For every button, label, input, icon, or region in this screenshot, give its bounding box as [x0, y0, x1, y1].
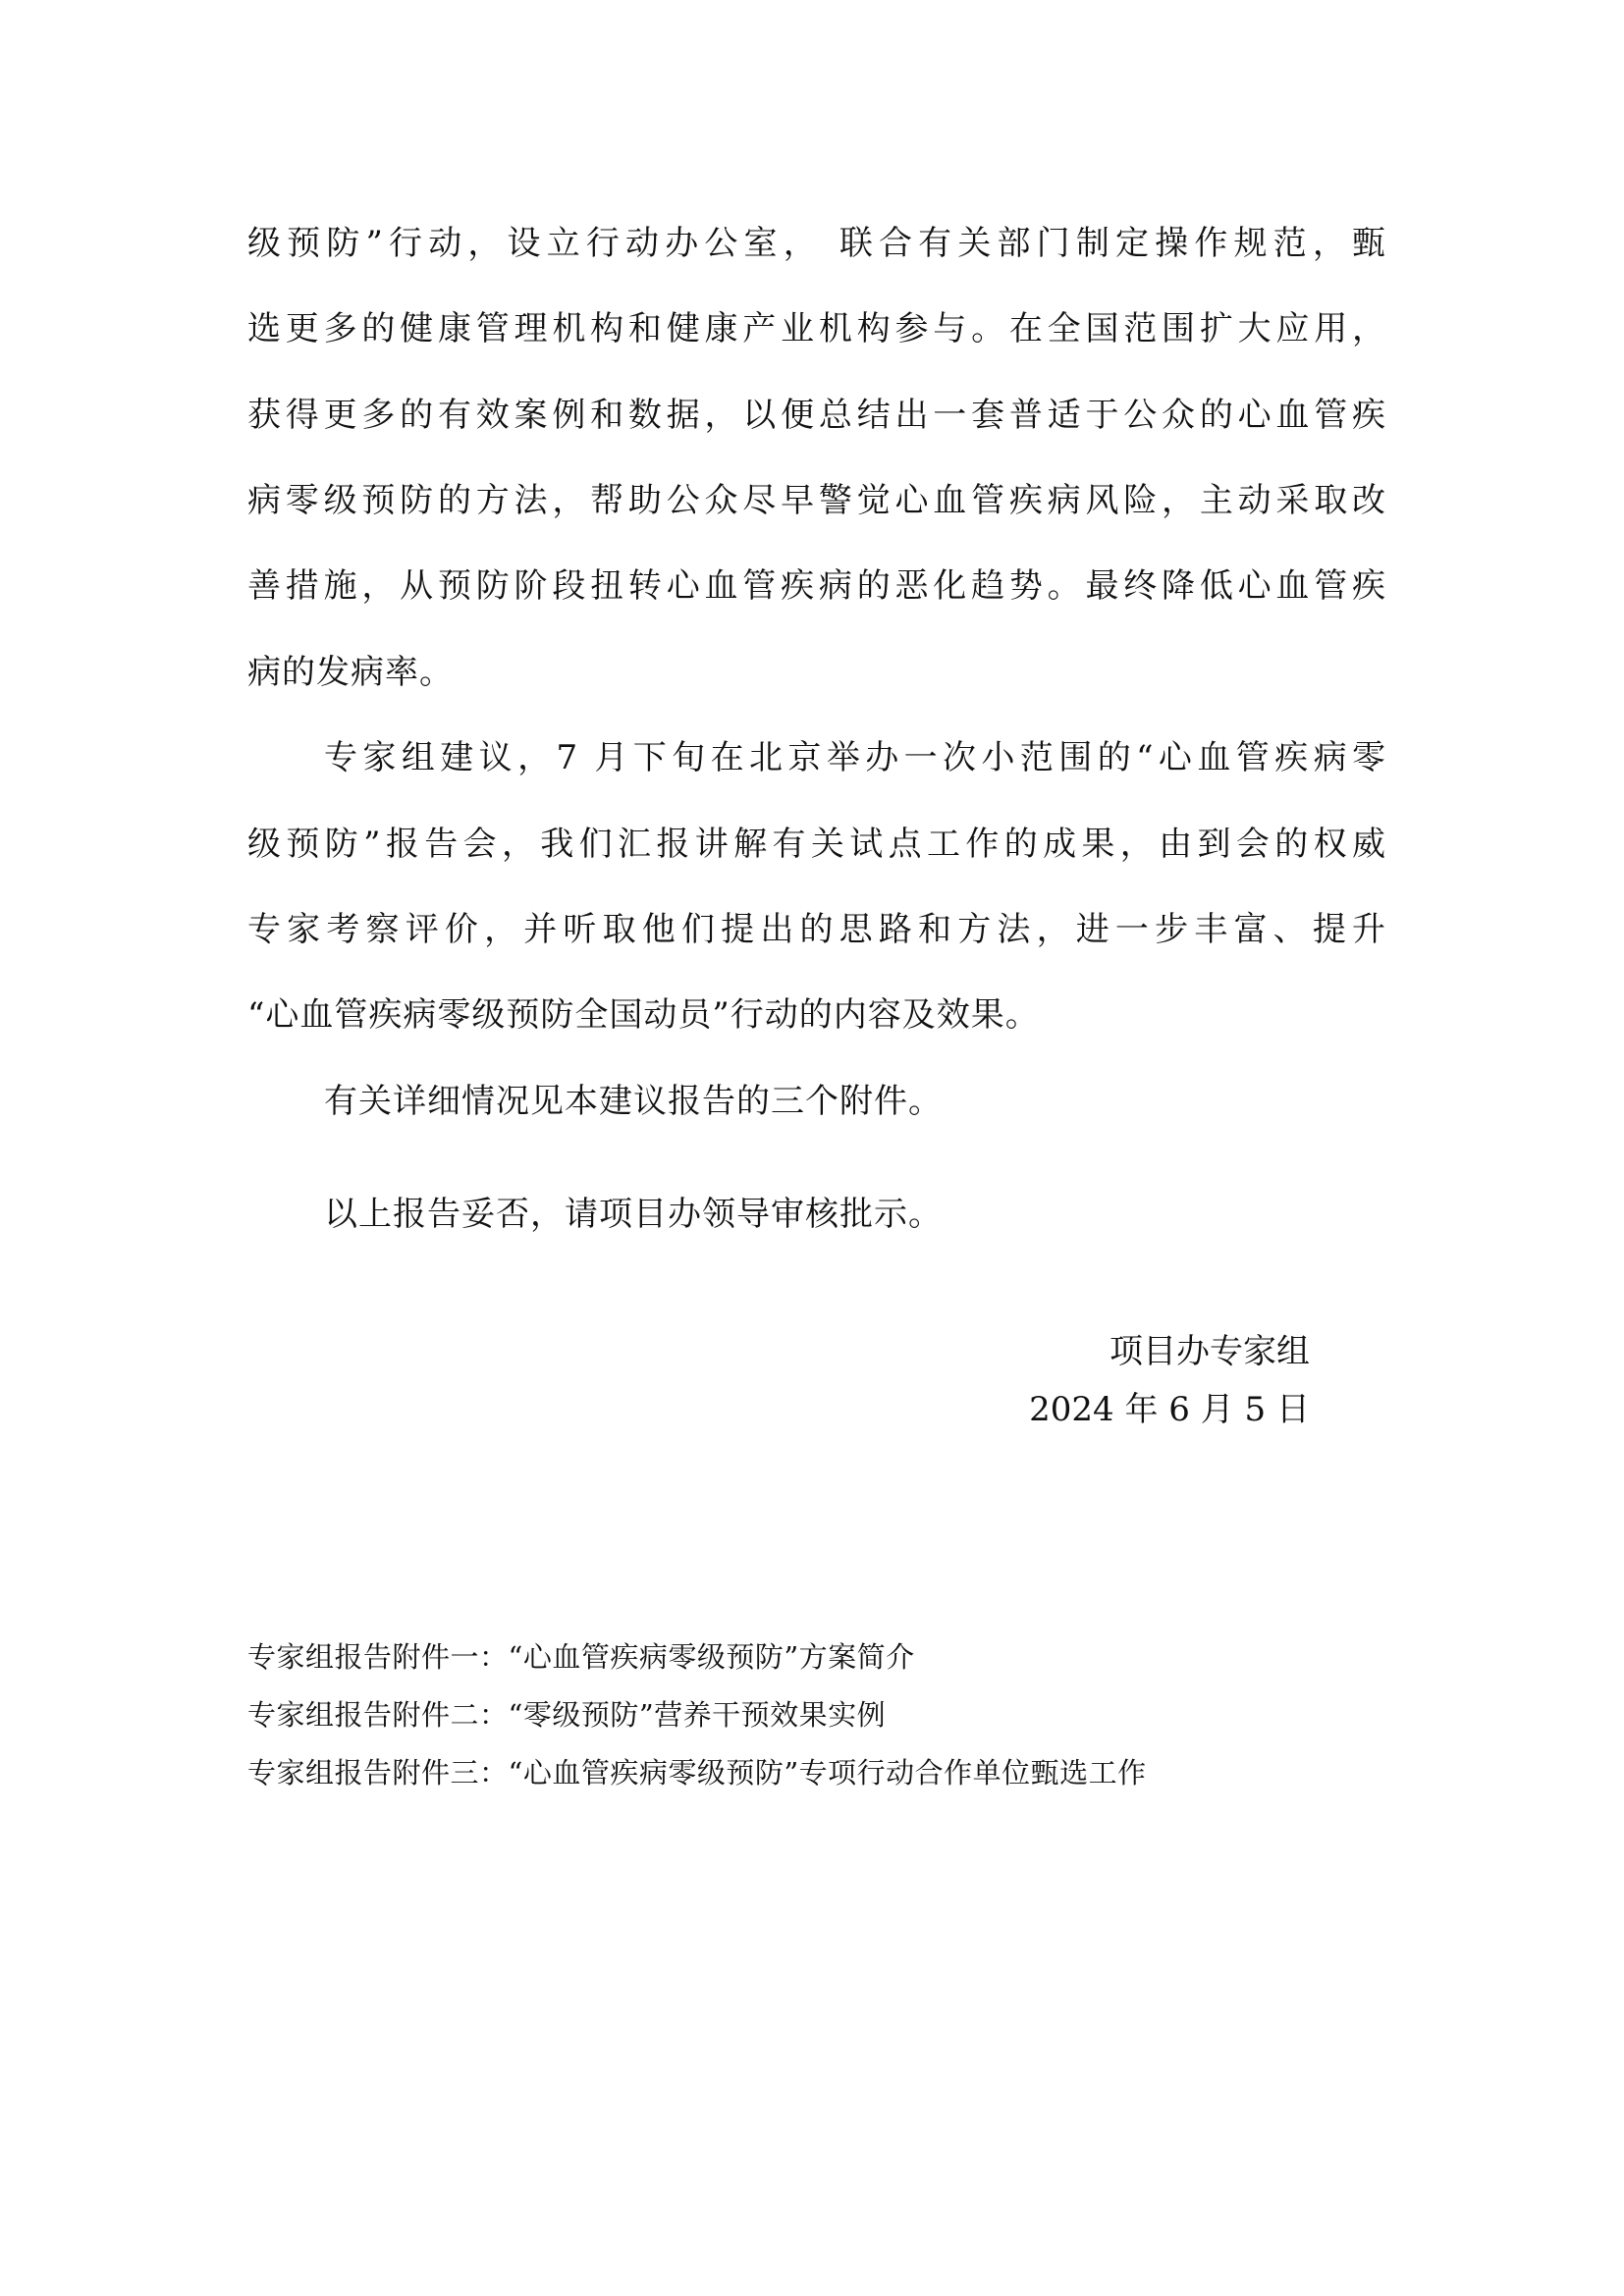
paragraph-3: 有关详细情况见本建议报告的三个附件。: [324, 1082, 943, 1121]
attachment-item-1: 专家组报告附件一：“心血管疾病零级预防”方案简介: [247, 1640, 915, 1674]
signature-date: 2024 年 6 月 5 日: [1029, 1390, 1310, 1429]
paragraph-1-line-6: 病的发病率。: [247, 653, 454, 692]
paragraph-1-line-1: 级预防”行动，设立行动办公室， 联合有关部门制定操作规范，甄: [247, 224, 1386, 263]
paragraph-1-line-2: 选更多的健康管理机构和健康产业机构参与。在全国范围扩大应用，: [247, 309, 1386, 348]
paragraph-1-line-3: 获得更多的有效案例和数据，以便总结出一套普适于公众的心血管疾: [247, 396, 1386, 435]
attachment-item-3: 专家组报告附件三：“心血管疾病零级预防”专项行动合作单位甄选工作: [247, 1756, 1147, 1789]
attachment-item-2: 专家组报告附件二：“零级预防”营养干预效果实例: [247, 1698, 887, 1732]
paragraph-2-line-2: 级预防”报告会，我们汇报讲解有关试点工作的成果，由到会的权威: [247, 825, 1386, 864]
signature-org: 项目办专家组: [1110, 1332, 1310, 1371]
paragraph-1-line-4: 病零级预防的方法，帮助公众尽早警觉心血管疾病风险，主动采取改: [247, 481, 1386, 520]
paragraph-2-line-4: “心血管疾病零级预防全国动员”行动的内容及效果。: [247, 995, 1040, 1035]
paragraph-2-line-1: 专家组建议，7 月下旬在北京举办一次小范围的“心血管疾病零: [324, 738, 1386, 777]
paragraph-4: 以上报告妥否，请项目办领导审核批示。: [324, 1195, 943, 1234]
paragraph-1-line-5: 善措施，从预防阶段扭转心血管疾病的恶化趋势。最终降低心血管疾: [247, 566, 1386, 606]
paragraph-2-line-3: 专家考察评价，并听取他们提出的思路和方法，进一步丰富、提升: [247, 910, 1386, 949]
